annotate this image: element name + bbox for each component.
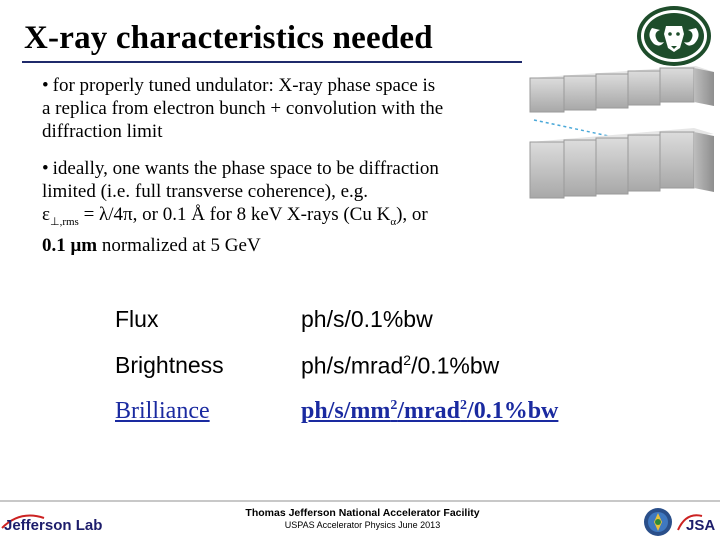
slide-title: X-ray characteristics needed bbox=[24, 20, 433, 56]
bullet-line: ideally, one wants the phase space to be diffraction bbox=[52, 158, 439, 179]
quantity-label: Flux bbox=[115, 306, 159, 332]
epsilon-symbol: ε bbox=[42, 204, 50, 225]
formula-end: ), or bbox=[396, 204, 428, 225]
bullet-list bbox=[42, 74, 522, 271]
bullet-line: diffraction limit bbox=[42, 121, 163, 142]
title-divider bbox=[22, 61, 522, 63]
quantity-label: Brightness bbox=[115, 352, 224, 378]
jefferson-lab-wordmark: Jefferson Lab bbox=[4, 517, 103, 534]
unit-label: $ph/s/mm^2/mrad^2/0.1\%bw$ bbox=[301, 398, 559, 424]
quantity-label: Brilliance bbox=[115, 398, 210, 424]
jsa-wordmark: JSA bbox=[686, 517, 716, 534]
facility-name: Thomas Jefferson National Accelerator Facility bbox=[245, 507, 480, 519]
jsa-logo-icon bbox=[676, 508, 718, 536]
bullet-line: for properly tuned undulator: X-ray phase space is bbox=[52, 75, 436, 96]
bullet-item bbox=[42, 157, 522, 257]
unit-label: ph/s/mrad$^2$/0.1%bw bbox=[301, 352, 500, 379]
jefferson-lab-logo-icon bbox=[0, 508, 118, 534]
formula-text: = λ/4π, or 0.1 Å for 8 keV X-rays (Cu K bbox=[78, 204, 391, 225]
unit-label: ph/s/0.1%bw bbox=[301, 306, 433, 332]
emittance-value: 0.1 μm bbox=[42, 234, 98, 256]
doe-seal-icon bbox=[643, 507, 673, 537]
undulator-icon bbox=[524, 62, 720, 214]
bullet-item bbox=[42, 74, 522, 143]
alpha-subscript: α bbox=[390, 215, 397, 228]
bullet-line: limited (i.e. full transverse coherence), e.g. bbox=[42, 181, 369, 202]
course-label: USPAS Accelerator Physics June 2013 bbox=[284, 520, 441, 530]
bullet-line: a replica from electron bunch + convolution with the bbox=[42, 98, 444, 119]
emittance-formula bbox=[42, 204, 428, 228]
bullet-line: normalized at 5 GeV bbox=[97, 234, 261, 256]
bullet-marker: • bbox=[42, 158, 49, 179]
emittance-subscript: ⊥,rms bbox=[49, 215, 79, 228]
bullet-marker: • bbox=[42, 75, 49, 96]
footer-divider bbox=[0, 500, 720, 502]
csu-ram-logo-icon bbox=[634, 4, 714, 68]
